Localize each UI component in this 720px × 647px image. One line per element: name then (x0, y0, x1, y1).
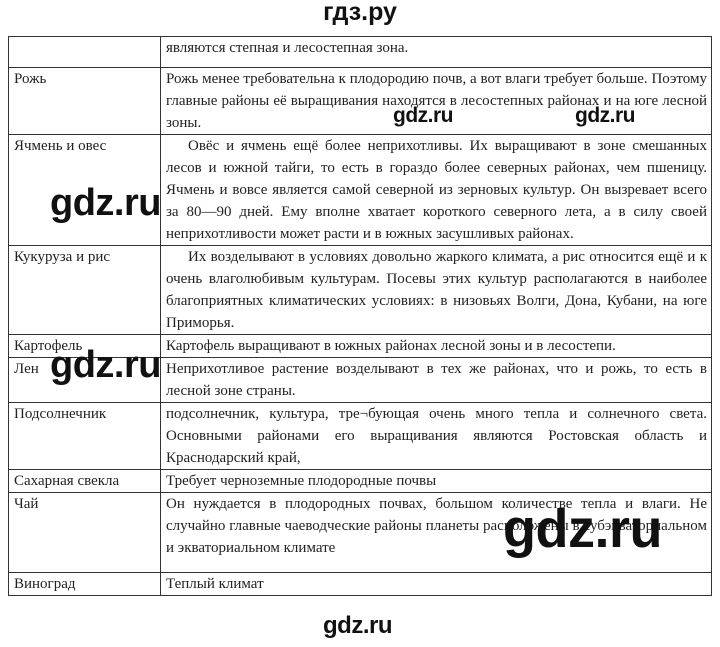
crop-description: являются степная и лесостепная зона. (161, 37, 712, 68)
watermark: gdz.ru (50, 344, 161, 386)
crop-name: Кукуруза и рис (9, 246, 161, 335)
watermark: gdz.ru (393, 104, 453, 127)
watermark: gdz.ru (575, 104, 635, 127)
table-row (9, 403, 712, 470)
watermark: gdz.ru (503, 499, 662, 559)
crop-name: Сахарная свекла (9, 470, 161, 493)
crop-name: Ячмень и овес (9, 135, 161, 246)
crop-name: Картофель (9, 335, 161, 358)
crop-description: подсолнечник, культура, тре¬бующая очень много тепла и солнечного света. Основными районами его выращивания являются Ростовская область и Краснодарский край, (161, 403, 712, 470)
crop-description: Картофель выращивают в южных районах лесной зоны и в лесостепи. (161, 335, 712, 358)
crop-description: Неприхотливое растение возделывают в тех же районах, что и рожь, то есть в лесной зоне страны. (161, 358, 712, 403)
crop-description: Их возделывают в условиях довольно жаркого климата, а рис относится ещё и к очень влаголюбивым культурам. Посевы этих культур располагаются в наиболее благоприятных климатических условиях: в низовьях Волги, Дона, Кубани, на юге Приморья. (161, 246, 712, 335)
crop-description: Он нуждается в плодородных почвах, большом количестве тепла и влаги. Не случайно главные чаеводческие районы планеты расположены в субэкваториальном и экваториальном климате (161, 493, 712, 573)
crop-name: Чай (9, 493, 161, 573)
table-row (9, 246, 712, 335)
crop-name: Рожь (9, 68, 161, 135)
crop-name: Виноград (9, 573, 161, 596)
site-header-watermark: гдз.ру (323, 0, 397, 26)
table-row (9, 37, 712, 68)
crop-name: Подсолнечник (9, 403, 161, 470)
crop-description: Теплый климат (161, 573, 712, 596)
watermark: gdz.ru (323, 612, 392, 639)
crop-name (9, 37, 161, 68)
crop-description: Овёс и ячмень ещё более неприхотливы. Их выращивают в зоне смешанных лесов и южной тайги, то есть в гораздо более северных районах, чем пшеницу. Ячмень и вовсе является самой северной из зерновых культур. Он вызревает всего за 80—90 дней. Ему вполне хватает короткого северного лета, а в силу своей неприхотливости может расти и в южных засушливых районах. (161, 135, 712, 246)
crop-description: Рожь менее требовательна к плодородию почв, а вот влаги требует больше. Поэтому главные районы её выращивания находятся в лесостепных районах и на юге лесной зоны. (161, 68, 712, 135)
watermark: gdz.ru (50, 182, 161, 224)
table-row (9, 573, 712, 596)
table-row (9, 470, 712, 493)
crop-name: Лен (9, 358, 161, 403)
crop-description: Требует черноземные плодородные почвы (161, 470, 712, 493)
